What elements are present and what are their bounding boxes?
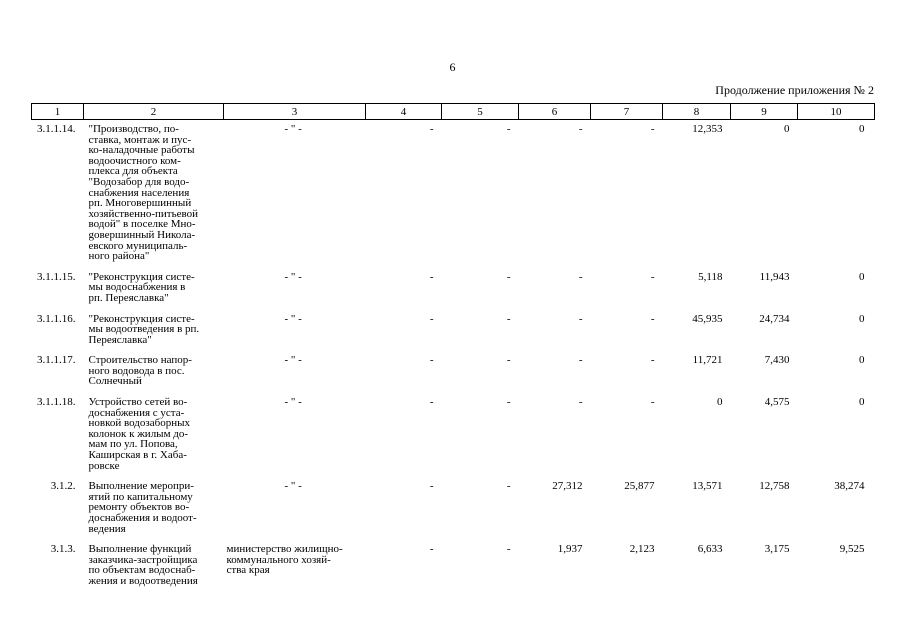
- value-col10: 0: [859, 270, 865, 283]
- value-col9: 4,575: [764, 396, 790, 409]
- value-col10: 0: [859, 354, 865, 367]
- value-col7: -: [650, 354, 655, 367]
- value-col7: -: [650, 270, 655, 283]
- value-col7: 2,123: [629, 543, 655, 556]
- item-name: Строительство напор- ного водовода в пос. Солнечный: [88, 354, 192, 388]
- item-executor: - " -: [284, 123, 302, 135]
- item-executor: министерство жилищно- коммунального хозяй- ства края: [226, 543, 343, 577]
- value-col5: -: [506, 270, 511, 283]
- column-header: 9: [731, 104, 798, 120]
- value-col8: 0: [717, 396, 723, 409]
- column-header: 5: [442, 104, 519, 120]
- item-name: "Реконструкция систе- мы водоотведения в рп. Переяславка": [88, 312, 200, 346]
- item-executor: - " -: [284, 480, 302, 493]
- column-header: 8: [663, 104, 731, 120]
- value-col7: 25,877: [624, 480, 655, 493]
- value-col10: 9,525: [839, 543, 865, 556]
- value-col4: -: [429, 270, 434, 283]
- item-number: 3.1.2.: [50, 480, 76, 493]
- column-header: 7: [591, 104, 663, 120]
- item-executor: - " -: [284, 396, 302, 409]
- value-col8: 12,353: [692, 123, 723, 135]
- value-col9: 0: [784, 123, 790, 135]
- item-executor: - " -: [284, 312, 302, 325]
- column-header: 6: [519, 104, 591, 120]
- column-header: 1: [32, 104, 84, 120]
- value-col6: -: [578, 270, 583, 283]
- item-name: "Производство, по- ставка, монтаж и пус- ко-наладочные работы водоочистного ком- плекса для объекта "Водозабор для водо- снабжения населения рп. Многовершинный хозяйственно-питьевой водой" в поселке Мно- gовершинный Никола- евского муниципаль- ного района": [88, 123, 198, 263]
- item-number: 3.1.1.14.: [37, 123, 76, 135]
- value-col10: 0: [859, 312, 865, 325]
- item-number: 3.1.1.15.: [37, 270, 76, 283]
- value-col4: -: [429, 354, 434, 367]
- value-col4: -: [429, 396, 434, 409]
- value-col8: 6,633: [697, 543, 723, 556]
- continuation-label: Продолжение приложения № 2: [715, 83, 874, 97]
- table-row: [32, 314, 875, 356]
- value-col9: 24,734: [759, 312, 790, 325]
- item-number: 3.1.1.16.: [37, 312, 76, 325]
- value-col8: 45,935: [692, 312, 723, 325]
- column-header: 10: [798, 104, 875, 120]
- value-col4: -: [429, 312, 434, 325]
- value-col10: 0: [859, 396, 865, 409]
- value-col4: -: [429, 123, 434, 135]
- column-header: 2: [84, 104, 224, 120]
- value-col5: -: [506, 312, 511, 325]
- item-name: Выполнение меропри- ятий по капитальному ремонту объектов во- доснабжения и водоот- ведения: [88, 480, 197, 535]
- value-col5: -: [506, 543, 511, 556]
- value-col8: 13,571: [692, 480, 723, 493]
- item-number: 3.1.3.: [50, 543, 76, 556]
- value-col5: -: [506, 354, 511, 367]
- value-col9: 12,758: [759, 480, 790, 493]
- value-col9: 11,943: [759, 270, 790, 283]
- item-name: Выполнение функций заказчика-застройщика по объектам водоснаб- жения и водоотведения: [88, 543, 198, 587]
- value-col7: -: [650, 312, 655, 325]
- table-row: [32, 481, 875, 544]
- value-col6: -: [578, 123, 583, 135]
- table-row: [32, 120, 875, 272]
- table-row: [32, 544, 875, 596]
- table-row: [32, 355, 875, 397]
- value-col7: -: [650, 123, 655, 135]
- budget-table: [31, 103, 875, 597]
- value-col5: -: [506, 396, 511, 409]
- value-col6: -: [578, 312, 583, 325]
- value-col6: 27,312: [552, 480, 583, 493]
- value-col5: -: [506, 480, 511, 493]
- value-col8: 5,118: [698, 270, 723, 283]
- value-col8: 11,721: [692, 354, 723, 367]
- value-col6: 1,937: [557, 543, 583, 556]
- value-col6: -: [578, 396, 583, 409]
- item-name: Устройство сетей во- доснабжения с уста- новкой водозаборных колонок к жилым до- мам по ул. Попова, Каширская в г. Хаба- ровске: [88, 396, 191, 472]
- value-col5: -: [506, 123, 511, 135]
- value-col10: 38,274: [834, 480, 865, 493]
- value-col6: -: [578, 354, 583, 367]
- table-row: [32, 272, 875, 314]
- value-col9: 7,430: [764, 354, 790, 367]
- item-number: 3.1.1.18.: [37, 396, 76, 409]
- table-row: [32, 397, 875, 481]
- page-number: 6: [449, 60, 456, 74]
- value-col9: 3,175: [764, 543, 790, 556]
- item-number: 3.1.1.17.: [37, 354, 76, 367]
- item-name: "Реконструкция систе- мы водоснабжения в рп. Переяславка": [88, 270, 195, 304]
- value-col7: -: [650, 396, 655, 409]
- column-header: 3: [224, 104, 366, 120]
- value-col4: -: [429, 543, 434, 556]
- column-header: 4: [366, 104, 442, 120]
- item-executor: - " -: [284, 270, 302, 283]
- value-col10: 0: [859, 123, 865, 135]
- value-col4: -: [429, 480, 434, 493]
- column-number-row: [32, 104, 875, 120]
- item-executor: - " -: [284, 354, 302, 367]
